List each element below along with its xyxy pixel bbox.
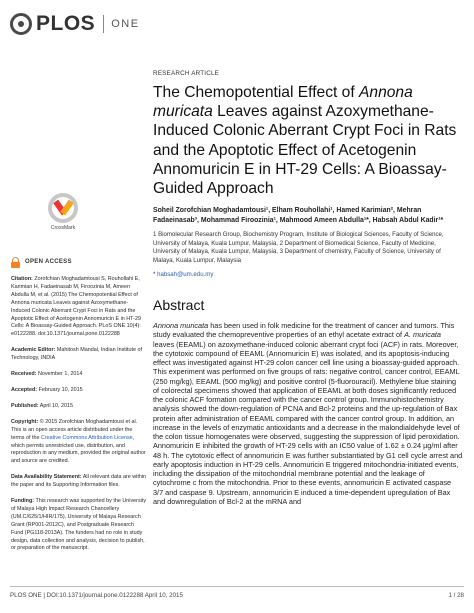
- copyright-text: © 2015 Zorofchian Moghadamtousi et al. This is an open access article distributed under the terms of the: [11, 418, 138, 441]
- open-access-badge: [11, 257, 147, 268]
- article-main: [153, 70, 463, 506]
- funding-text: This research was supported by the University of Malaya High Impact Research Chancellery (UM.C/625/1/HIR/175), University of Malaya Research Grant (RP001-2012C), and Postgraduate Research Fund (PG118-2013A). The funders had no role in study design, data collection and analysis, decision to publish, or preparation of the manuscript.: [11, 498, 147, 552]
- editor-label: Academic Editor:: [11, 347, 56, 354]
- crossmark-label: CrossMark: [50, 225, 76, 231]
- citation-label: Citation:: [11, 276, 33, 282]
- funding-label: Funding:: [11, 498, 35, 505]
- journal-header: [10, 8, 140, 40]
- title-part-2: Leaves against Azoxymethane-Induced Colonic Aberrant Crypt Foci in Rats and the Apoptotic Effect of Acetogenin Annomuricin E in HT-29 Cells: A Bioassay-Guided Approach: [153, 103, 457, 198]
- citation-block: [11, 276, 147, 339]
- funding-block: [11, 498, 147, 553]
- title-species: Annona muricata: [153, 84, 413, 121]
- published-label: Published:: [11, 402, 39, 409]
- published-block: [11, 403, 147, 411]
- author-list: Soheil Zorofchian Moghadamtousi¹, Elham Rouhollahi¹, Hamed Karimian², Mehran Fadaeinasab³, Mohammad Firoozinia¹, Mahmood Ameen Abdulla¹*, Habsah Abdul Kadir¹*: [153, 207, 444, 224]
- page-number: 1 / 28: [448, 592, 464, 599]
- email-link[interactable]: habsah@um.edu.my: [157, 271, 214, 279]
- accepted-date: February 10, 2015: [38, 386, 83, 393]
- data-availability-label: Data Availability Statement:: [11, 474, 82, 481]
- copyright-label: Copyright:: [11, 418, 39, 425]
- abstract-part-1: has been used in folk medicine for the treatment of cancer and tumors. This study evaluated the chemopreventive properties of an ethyl acetate extract of: [153, 321, 455, 340]
- email-marker: *: [153, 271, 158, 279]
- open-lock-icon: [11, 257, 20, 268]
- logo-divider: [103, 15, 104, 33]
- abstract-text: [153, 321, 463, 506]
- article-type: RESEARCH ARTICLE: [153, 70, 220, 77]
- title-part-1: The Chemopotential Effect of: [153, 84, 360, 101]
- editor-block: [11, 347, 147, 363]
- page-footer: [10, 586, 464, 599]
- affiliations: 1 Biomolecular Research Group, Biochemistry Program, Institute of Biological Sciences, Faculty of Science, University of Malaya, Kuala Lumpur, Malaysia, 2 Department of Biomedical Science, Faculty of Medicine, University of Malaya, Kuala Lumpur, Malaysia, 3 Department of chemistry, Faculty of Science, University of Malaya, Kuala Lumpur, Malaysia: [153, 231, 444, 264]
- published-date: April 10, 2015: [39, 402, 74, 409]
- open-access-label: OPEN ACCESS: [25, 258, 72, 265]
- logo-subtitle: ONE: [111, 18, 140, 30]
- citation-text: Zorofchian Moghadamtousi S, Rouhollahi E, Karimian H, Fadaeinasab M, Firoozinia M, Ameen Abdulla M, et al. (2015) The Chemopotential Effect of Annona muricata Leaves against Azoxymethane-Induced Colonic Aberrant Crypt Foci in Rats and the Apoptotic Effect of Acetogenin Annomuricin E in HT-29 Cells: A Bioassay-Guided Approach. PLoS ONE 10(4): e0122288. doi:10.1371/journal.pone.0122288: [11, 276, 141, 338]
- received-block: [11, 371, 147, 379]
- abstract-species-short: A. muricata: [404, 330, 441, 340]
- accepted-label: Accepted:: [11, 386, 38, 393]
- abstract-heading: Abstract: [153, 297, 205, 314]
- corresponding-email: [153, 271, 463, 278]
- copyright-block: [11, 419, 147, 466]
- data-availability-block: [11, 474, 147, 490]
- received-label: Received:: [11, 371, 37, 378]
- license-link[interactable]: Creative Commons Attribution License: [40, 434, 133, 441]
- article-title: [153, 83, 463, 198]
- abstract-species: Annona muricata: [153, 321, 209, 331]
- editor-text: Mahitosh Mandal, Indian Institute of Technology, INDIA: [11, 347, 142, 362]
- abstract-part-2: leaves (EEAML) on azoxymethane-induced colonic aberrant crypt foci (ACF) in rats. Moreover, the cytotoxic compound of EEAML (Annomuricin E) was isolated, and its apoptosis-inducing effect was investigated against HT-29 colon cancer cell line using a bioassay-guided approach. This experiment was performed on five groups of rats: negative control, cancer control, EEAML (250 mg/kg), EEAML (500 mg/kg) and positive control (5-fluorouracil). Methylene blue staining of colorectal specimens showed that application of EEAML at both doses significantly reduced the colonic ACF formation compared with the cancer control group. Immunohistochemistry analysis showed the down-regulation of PCNA and Bcl-2 proteins and the up-regulation of Bax protein after administration of EEAML compared with the cancer control group. In addition, an increase in the levels of enzymatic antioxidants and a decrease in the malondialdehyde level of the colon tissue homogenates were observed, suggesting the suppression of lipid peroxidation. Annomuricin E inhibited the growth of HT-29 cells with an IC50 value of 1.62 ± 0.24 µg/ml after 48 h. The cytotoxic effect of annomuricin E was further substantiated by G1 cell cycle arrest and early apoptosis induction in HT-29 cells. Annomuricin E triggered mitochondria-initiated events, including the dissipation of the mitochondrial membrane potential and the leakage of cytochrome c from the mitochondria. Prior to these events, annomuricin E activated caspase 3/7 and caspase 9. Upstream, annomuricin E induced a time-dependent upregulation of Bax and downregulation of Bcl-2 at the mRNA and: [153, 339, 463, 506]
- copyright-text-end: , which permits unrestricted use, distribution, and reproduction in any medium, provided the original author and source are credited.: [11, 434, 146, 465]
- accepted-block: [11, 387, 147, 395]
- data-availability-text: All relevant data are within the paper and its Supporting Information files.: [11, 474, 147, 489]
- footer-citation: PLOS ONE | DOI:10.1371/journal.pone.0122288 April 10, 2015: [10, 592, 183, 599]
- crossmark-icon: [48, 193, 78, 223]
- crossmark-badge[interactable]: [43, 193, 83, 235]
- received-date: November 1, 2014: [37, 371, 83, 378]
- logo-text: PLOS: [36, 12, 96, 35]
- plos-logo-icon: [10, 13, 32, 35]
- article-sidebar: [11, 75, 147, 553]
